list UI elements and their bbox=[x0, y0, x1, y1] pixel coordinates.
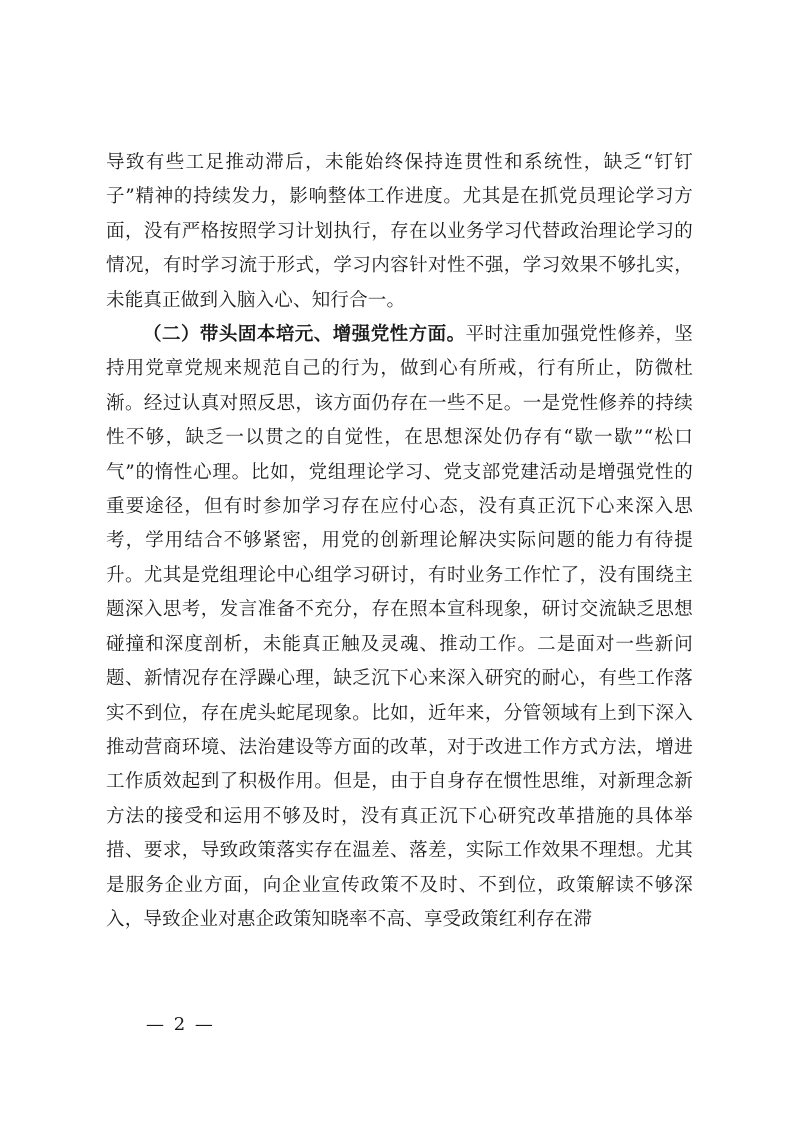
document-body bbox=[106, 146, 693, 937]
section-heading: （二）带头固本培元、增强党性方面。 bbox=[143, 324, 466, 346]
paragraph-text: 导致有些工足推动滞后，未能始终保持连贯性和系统性，缺乏“钉钉子”精神的持续发力，影响整体工作进度。尤其是在抓党员理论学习方面，没有严格按照学习计划执行，存在以业务学习代替政治理论学习的情况，有时学习流于形式，学习内容针对性不强，学习效果不够扎实，未能真正做到入脑入心、知行合一。 bbox=[106, 152, 693, 311]
paragraph-section-two bbox=[106, 318, 693, 937]
page-number: — 2 — bbox=[146, 1014, 215, 1035]
paragraph-text: 平时注重加强党性修养，坚持用党章党规来规范自己的行为，做到心有所戒，行有所止，防微杜渐。经过认真对照反思，该方面仍存在一些不足。一是党性修养的持续性不够，缺乏一以贯之的自觉性，在思想深处仍存有“歇一歇”“松口气”的惰性心理。比如，党组理论学习、党支部党建活动是增强党性的重要途径，但有时参加学习存在应付心态，没有真正沉下心来深入思考，学用结合不够紧密，用党的创新理论解决实际问题的能力有待提升。尤其是党组理论中心组学习研讨，有时业务工作忙了，没有围绕主题深入思考，发言准备不充分，存在照本宣科现象，研讨交流缺乏思想碰撞和深度剖析，未能真正触及灵魂、推动工作。二是面对一些新问题、新情况存在浮躁心理，缺乏沉下心来深入研究的耐心，有些工作落实不到位，存在虎头蛇尾现象。比如，近年来，分管领域有上到下深入推动营商环境、法治建设等方面的改革，对于改进工作方式方法，增进工作质效起到了积极作用。但是，由于自身存在惯性思维，对新理念新方法的接受和运用不够及时，没有真正沉下心研究改革措施的具体举措、要求，导致政策落实存在温差、落差，实际工作效果不理想。尤其是服务企业方面，向企业宣传政策不及时、不到位，政策解读不够深入，导致企业对惠企政策知晓率不高、享受政策红利存在滞 bbox=[106, 324, 693, 930]
paragraph-continuation bbox=[106, 146, 693, 318]
